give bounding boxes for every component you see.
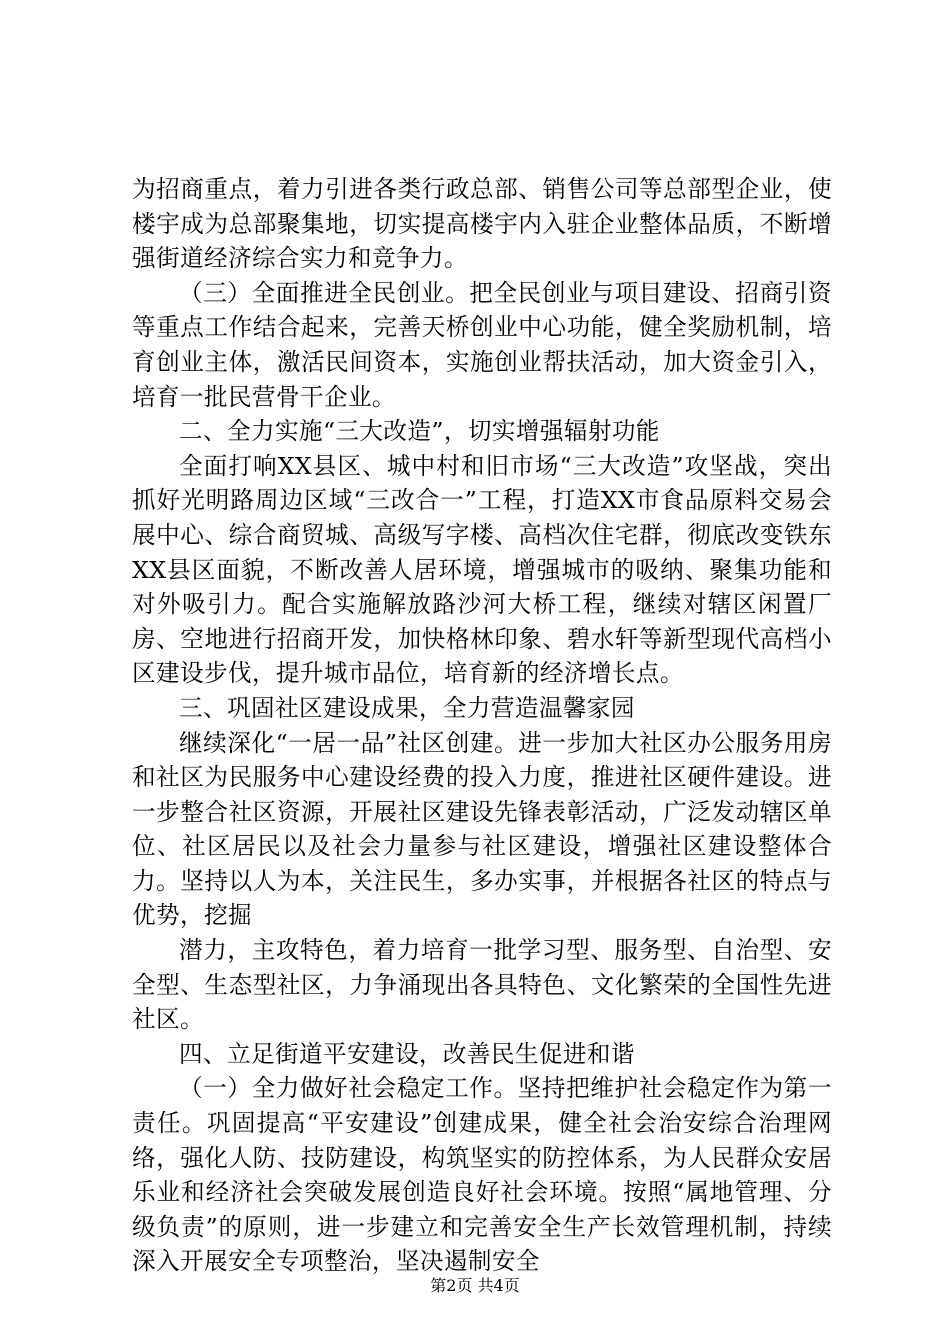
- paragraph-4: 继续深化“一居一品”社区创建。进一步加大社区办公服务用房和社区为民服务中心建设经费的投入力度，推进社区硬件建设。进一步整合社区资源，开展社区建设先锋表彰活动，广泛发动辖区单位、社区居民以及社会力量参与社区建设，增强社区建设整体合力。坚持以人为本，关注民生，多办实事，并根据各社区的特点与优势，挖掘: [132, 728, 832, 930]
- section-heading-3: 三、巩固社区建设成果，全力营造温馨家园: [179, 693, 635, 722]
- paragraph-5: 潜力，主攻特色，着力培育一批学习型、服务型、自治型、安全型、生态型社区，力争涌现出各具特色、文化繁荣的全国性先进社区。: [132, 936, 832, 1034]
- page-number-footer: 第2页 共4页: [430, 1276, 520, 1295]
- paragraph-2: （三）全面推进全民创业。把全民创业与项目建设、招商引资等重点工作结合起来，完善天桥创业中心功能，健全奖励机制，培育创业主体，激活民间资本，实施创业帮扶活动，加大资金引入，培育一批民营骨干企业。: [132, 278, 832, 411]
- paragraph-3: 全面打响XX县区、城中村和旧市场“三大改造”攻坚战，突出抓好光明路周边区域“三改合一”工程，打造XX市食品原料交易会展中心、综合商贸城、高级写字楼、高档次住宅群，彻底改变铁东XX县区面貌，不断改善人居环境，增强城市的吸纳、聚集功能和对外吸引力。配合实施解放路沙河大桥工程，继续对辖区闲置厂房、空地进行招商开发，加快格林印象、碧水轩等新型现代高档小区建设步伐，提升城市品位，培育新的经济增长点。: [132, 451, 832, 688]
- paragraph-1: 为招商重点，着力引进各类行政总部、销售公司等总部型企业，使楼宇成为总部聚集地，切实提高楼宇内入驻企业整体品质，不断增强街道经济综合实力和竞争力。: [132, 175, 832, 273]
- section-heading-4: 四、立足街道平安建设，改善民生促进和谐: [179, 1039, 635, 1068]
- section-heading-2: 二、全力实施“三大改造”，切实增强辐射功能: [179, 417, 660, 446]
- paragraph-6: （一）全力做好社会稳定工作。坚持把维护社会稳定作为第一责任。巩固提高“平安建设”创建成果，健全社会治安综合治理网络，强化人防、技防建设，构筑坚实的防控体系，为人民群众安居乐业和经济社会突破发展创造良好社会环境。按照“属地管理、分级负责”的原则，进一步建立和完善安全生产长效管理机制，持续深入开展安全专项整治，坚决遏制安全: [132, 1074, 832, 1276]
- document-body: [132, 172, 832, 1279]
